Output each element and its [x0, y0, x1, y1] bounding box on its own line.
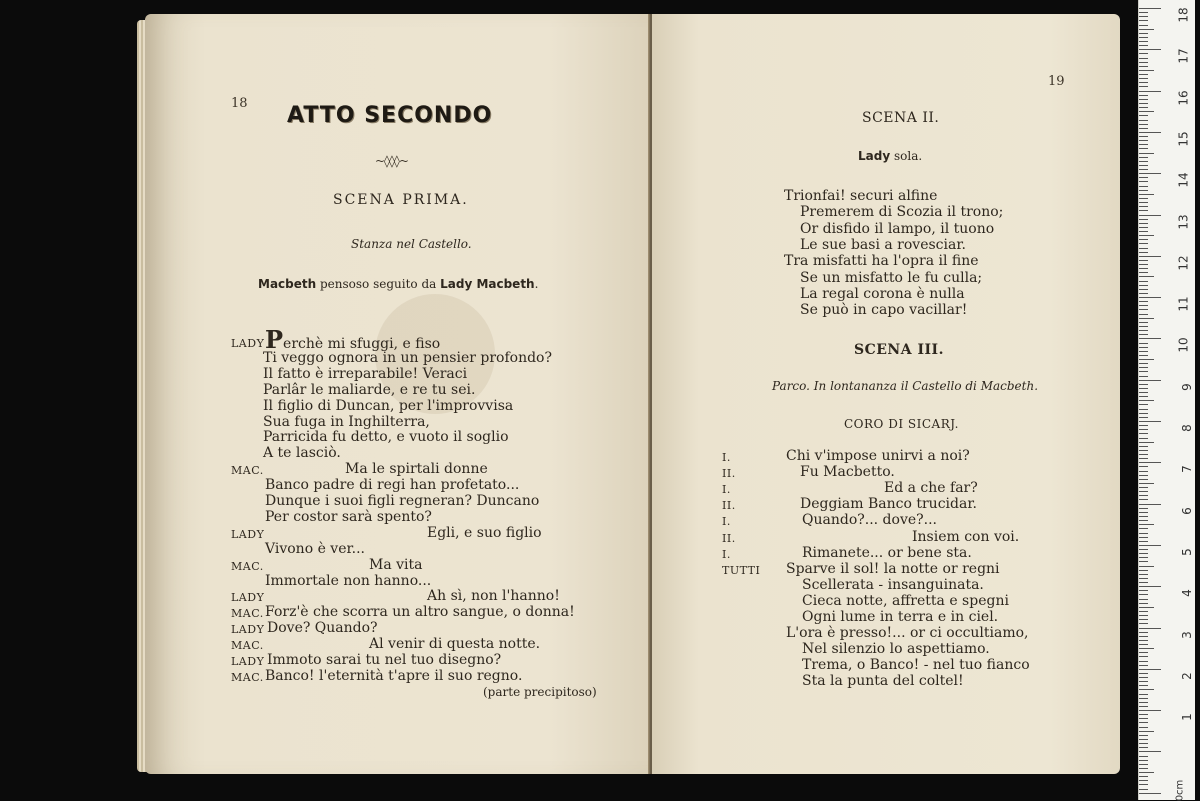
- ruler-tick: [1139, 343, 1148, 344]
- left-page: [145, 14, 650, 774]
- ruler-tick: [1139, 628, 1161, 629]
- ruler-tick: [1139, 153, 1154, 154]
- ruler-tick: [1139, 594, 1148, 595]
- ruler-tick: [1139, 392, 1148, 393]
- ruler-tick: [1139, 351, 1148, 352]
- ruler-tick: [1139, 144, 1148, 145]
- ruler-tick: [1139, 115, 1148, 116]
- stage-direction: Macbeth pensoso seguito da Lady Macbeth.: [258, 277, 539, 291]
- scene-2-direction: Lady sola.: [858, 149, 923, 163]
- ruler-tick: [1139, 243, 1148, 244]
- dialogue-line: Scellerata - insanguinata.: [802, 576, 984, 593]
- speaker-label: LADY: [231, 337, 265, 350]
- ruler-tick: [1139, 194, 1154, 195]
- drop-cap: P: [265, 325, 284, 354]
- ruler-tick: [1139, 359, 1154, 360]
- ruler-tick: [1139, 161, 1148, 162]
- dialogue-line: L'ora è presso!... or ci occultiamo,: [786, 625, 1029, 642]
- ruler-tick: [1139, 173, 1161, 174]
- ruler-tick: [1139, 466, 1148, 467]
- ruler-tick: [1139, 698, 1148, 699]
- ruler-tick: [1139, 355, 1148, 356]
- ruler-tick: [1139, 499, 1148, 500]
- scene-3-setting: Parco. In lontananza il Castello di Macbeth.: [772, 379, 1039, 393]
- ruler-tick: [1139, 260, 1148, 261]
- ruler-tick: [1139, 86, 1148, 87]
- ruler-tick: [1139, 219, 1148, 220]
- ruler-tick: [1139, 512, 1148, 513]
- ruler-number: 4: [1180, 589, 1195, 598]
- ruler-tick: [1139, 16, 1148, 17]
- ruler-tick: [1139, 561, 1148, 562]
- ruler-tick: [1139, 338, 1161, 339]
- ruler-tick: [1139, 429, 1148, 430]
- ruler-tick: [1139, 735, 1148, 736]
- act-title: ATTO SECONDO: [287, 103, 493, 128]
- dialogue-line: Immortale non hanno...: [265, 572, 432, 589]
- ruler-tick: [1139, 314, 1148, 315]
- ruler-tick: [1139, 91, 1161, 92]
- ruler-tick: [1139, 309, 1148, 310]
- ruler-tick: [1139, 743, 1148, 744]
- verse-line: La regal corona è nulla: [800, 285, 965, 302]
- dialogue-line: Ah sì, non l'hanno!: [427, 588, 560, 605]
- character-name: Lady Macbeth: [440, 277, 535, 291]
- speaker-label: LADY: [231, 527, 265, 541]
- ruler-tick: [1139, 648, 1154, 649]
- ruler-number: 2: [1180, 671, 1195, 680]
- ruler-tick: [1139, 673, 1148, 674]
- ruler-number: 6: [1180, 506, 1195, 515]
- ruler-tick: [1139, 305, 1148, 306]
- ruler-number: 18: [1176, 7, 1191, 23]
- ruler-number: 5: [1180, 548, 1195, 556]
- ruler-tick: [1139, 285, 1148, 286]
- ruler-tick: [1139, 425, 1148, 426]
- ruler-tick: [1139, 599, 1148, 600]
- dialogue-line: Dunque i suoi figli regneran? Duncano: [265, 493, 540, 509]
- ruler-tick: [1139, 471, 1148, 472]
- ruler-tick: [1139, 557, 1148, 558]
- speaker-label: MAC.: [231, 670, 264, 684]
- speaker-label: LADY: [231, 655, 265, 668]
- ruler-tick: [1139, 764, 1148, 765]
- ruler-tick: [1139, 206, 1148, 207]
- ruler-tick: [1139, 661, 1148, 662]
- ruler-tick: [1139, 66, 1148, 67]
- ruler-tick: [1139, 190, 1148, 191]
- ruler-tick: [1139, 62, 1148, 63]
- ruler-tick: [1139, 603, 1148, 604]
- dialogue-line: Banco! l'eternità t'apre il suo regno.: [265, 667, 523, 684]
- ruler-tick: [1139, 49, 1161, 50]
- ruler-tick: [1139, 124, 1148, 125]
- ruler-tick: [1139, 177, 1148, 178]
- dialogue-line: Parricida fu detto, e vuoto il soglio: [263, 429, 509, 446]
- ruler-tick: [1139, 545, 1161, 546]
- ruler-tick: [1139, 665, 1148, 666]
- ruler-tick: [1139, 293, 1148, 294]
- speaker-label: II.: [722, 499, 736, 513]
- dialogue-line: Nel silenzio lo aspettiamo.: [802, 641, 990, 658]
- speaker-label: I.: [722, 483, 731, 497]
- ruler-tick: [1139, 326, 1148, 327]
- chorus-heading: CORO DI SICARJ.: [844, 417, 959, 431]
- ruler-tick: [1139, 82, 1148, 83]
- ruler-tick: [1139, 363, 1148, 364]
- ruler-tick: [1139, 272, 1148, 273]
- ruler-tick: [1139, 235, 1154, 236]
- verse-line: Se un misfatto le fu culla;: [800, 269, 983, 286]
- ruler-tick: [1139, 136, 1148, 137]
- ruler-tick: [1139, 793, 1161, 794]
- dialogue-line: Fu Macbetto.: [800, 464, 895, 481]
- ruler-tick: [1139, 524, 1154, 525]
- ruler-tick: [1139, 107, 1148, 108]
- ruler-tick: [1139, 714, 1148, 715]
- ruler-tick: [1139, 384, 1148, 385]
- ruler-tick: [1139, 462, 1161, 463]
- speaker-label: TUTTI: [722, 563, 761, 577]
- ruler-tick: [1139, 789, 1148, 790]
- dialogue-line: Sta la punta del coltel!: [802, 673, 964, 690]
- ruler-tick: [1139, 140, 1148, 141]
- dialogue-line: A te lasciò.: [263, 445, 341, 462]
- ruler-tick: [1139, 371, 1148, 372]
- ruler-number: 13: [1176, 213, 1191, 230]
- dialogue-line: Per costor sarà spento?: [265, 508, 432, 525]
- ruler-tick: [1139, 706, 1148, 707]
- ruler-tick: [1139, 268, 1148, 269]
- ruler-tick: [1139, 772, 1154, 773]
- dialogue-line: Ed a che far?: [884, 480, 978, 497]
- ruler-tick: [1139, 681, 1148, 682]
- ruler-tick: [1139, 29, 1154, 30]
- ruler-tick: [1139, 78, 1148, 79]
- ruler-tick: [1139, 615, 1148, 616]
- ruler-number: 16: [1176, 89, 1191, 106]
- ruler-tick: [1139, 347, 1148, 348]
- ruler-tick: [1139, 433, 1148, 434]
- ruler-tick: [1139, 103, 1148, 104]
- dialogue-line: Vivono è ver...: [265, 540, 366, 557]
- dialogue-line: Forz'è che scorra un altro sangue, o donna!: [265, 604, 575, 621]
- ruler-tick: [1139, 689, 1154, 690]
- ruler-tick: [1139, 404, 1148, 405]
- ruler-tick: [1139, 570, 1148, 571]
- speaker-label: I.: [722, 451, 731, 464]
- ruler-tick: [1139, 409, 1148, 410]
- ruler-tick: [1139, 301, 1148, 302]
- ruler-tick: [1139, 334, 1148, 335]
- measurement-ruler: [1138, 0, 1195, 800]
- ruler-tick: [1139, 574, 1148, 575]
- ruler-tick: [1139, 41, 1148, 42]
- ruler-tick: [1139, 264, 1148, 265]
- ruler-tick: [1139, 611, 1148, 612]
- ruler-tick: [1139, 516, 1148, 517]
- ruler-tick: [1139, 223, 1148, 224]
- ruler-number: 8: [1180, 424, 1195, 432]
- ruler-tick: [1139, 148, 1148, 149]
- right-page-number: 19: [1048, 74, 1065, 89]
- ruler-number: 3: [1180, 630, 1195, 639]
- verse-line: Premerem di Scozia il trono;: [800, 204, 1004, 221]
- dialogue-line: Egli, e suo figlio: [427, 524, 542, 541]
- ruler-tick: [1139, 252, 1148, 253]
- ruler-tick: [1139, 165, 1148, 166]
- verse-line: Se può in capo vacillar!: [800, 302, 968, 319]
- dialogue-line: Insiem con voi.: [912, 528, 1020, 545]
- dialogue-line: Ma vita: [369, 556, 423, 573]
- ruler-tick: [1139, 53, 1148, 54]
- ruler-tick: [1139, 417, 1148, 418]
- ruler-tick: [1139, 694, 1148, 695]
- speaker-label: LADY: [231, 591, 265, 605]
- dialogue-line: Immoto sarai tu nel tuo disegno?: [267, 652, 502, 668]
- ruler-number: 1: [1180, 713, 1195, 721]
- dialogue-line: Quando?... dove?...: [802, 512, 937, 529]
- ruler-tick: [1139, 231, 1148, 232]
- ruler-tick: [1139, 318, 1154, 319]
- ruler-tick: [1139, 128, 1148, 129]
- ruler-tick: [1139, 413, 1148, 414]
- ruler-tick: [1139, 400, 1154, 401]
- dialogue-line: Rimanete... or bene sta.: [802, 544, 972, 561]
- ruler-tick: [1139, 644, 1148, 645]
- ruler-tick: [1139, 784, 1148, 785]
- ruler-tick: [1139, 768, 1148, 769]
- speaker-label: MAC.: [231, 559, 264, 573]
- ruler-tick: [1139, 198, 1148, 199]
- ruler-tick: [1139, 718, 1148, 719]
- speaker-label: II.: [722, 531, 736, 545]
- ruler-tick: [1139, 458, 1148, 459]
- ruler-tick: [1139, 25, 1148, 26]
- ruler-tick: [1139, 520, 1148, 521]
- ruler-tick: [1139, 677, 1148, 678]
- ruler-tick: [1139, 442, 1154, 443]
- ruler-tick: [1139, 776, 1148, 777]
- ruler-tick: [1139, 640, 1148, 641]
- ruler-unit: 0cm: [1174, 779, 1186, 801]
- ruler-tick: [1139, 582, 1148, 583]
- ruler-tick: [1139, 99, 1148, 100]
- dialogue-line: Parlâr le maliarde, e re tu sei.: [263, 381, 476, 398]
- ruler-tick: [1139, 541, 1148, 542]
- ruler-tick: [1139, 12, 1148, 13]
- ruler-tick: [1139, 636, 1148, 637]
- ruler-tick: [1139, 70, 1154, 71]
- dialogue-line: Il figlio di Duncan, per l'improvvisa: [263, 397, 514, 414]
- dialogue-line: Dove? Quando?: [267, 620, 378, 637]
- ruler-tick: [1139, 722, 1148, 723]
- ruler-tick: [1139, 454, 1148, 455]
- verse-line: Le sue basi a rovesciar.: [800, 236, 966, 253]
- ruler-tick: [1139, 623, 1148, 624]
- ruler-tick: [1139, 227, 1148, 228]
- scene-2-title: SCENA II.: [862, 110, 940, 126]
- ruler-tick: [1139, 376, 1148, 377]
- ruler-tick: [1139, 747, 1148, 748]
- ruler-tick: [1139, 549, 1148, 550]
- ruler-tick: [1139, 239, 1148, 240]
- ruler-tick: [1139, 297, 1161, 298]
- ruler-number: 15: [1176, 131, 1191, 147]
- character-name: Macbeth: [258, 277, 317, 291]
- speaker-label: MAC.: [231, 464, 264, 478]
- ruler-tick: [1139, 132, 1161, 133]
- ruler-tick: [1139, 111, 1154, 112]
- dialogue-line: Trema, o Banco! - nel tuo fianco: [802, 657, 1030, 674]
- ruler-tick: [1139, 330, 1148, 331]
- dialogue-line: Il fatto è irreparabile! Veraci: [263, 365, 468, 382]
- ruler-tick: [1139, 586, 1161, 587]
- ruler-tick: [1139, 45, 1148, 46]
- ruler-tick: [1139, 537, 1148, 538]
- ruler-tick: [1139, 669, 1161, 670]
- ruler-tick: [1139, 322, 1148, 323]
- ruler-tick: [1139, 780, 1148, 781]
- scene-title: SCENA PRIMA.: [333, 192, 469, 208]
- ruler-number: 17: [1176, 48, 1191, 64]
- ruler-tick: [1139, 533, 1148, 534]
- ruler-tick: [1139, 256, 1161, 257]
- speaker-label: MAC.: [231, 607, 264, 621]
- ruler-tick: [1139, 702, 1148, 703]
- ruler-tick: [1139, 289, 1148, 290]
- ruler-tick: [1139, 607, 1154, 608]
- ornament: ~◊◊◊~: [375, 154, 408, 168]
- ruler-tick: [1139, 210, 1148, 211]
- ruler-tick: [1139, 248, 1148, 249]
- ruler-tick: [1139, 215, 1161, 216]
- ruler-number: 14: [1176, 172, 1191, 188]
- exit-direction: (parte precipitoso): [483, 685, 597, 699]
- ruler-tick: [1139, 367, 1148, 368]
- verse-line: Or disfido il lampo, il tuono: [800, 220, 995, 237]
- ruler-tick: [1139, 652, 1148, 653]
- ruler-tick: [1139, 276, 1154, 277]
- ruler-tick: [1139, 396, 1148, 397]
- right-page: [652, 14, 1120, 774]
- ruler-tick: [1139, 33, 1148, 34]
- ruler-tick: [1139, 58, 1148, 59]
- ruler-tick: [1139, 566, 1154, 567]
- ruler-tick: [1139, 20, 1148, 21]
- ruler-tick: [1139, 479, 1148, 480]
- dialogue-line: Chi v'impose unirvi a noi?: [786, 448, 970, 464]
- ruler-tick: [1139, 756, 1148, 757]
- dialogue-line: Deggiam Banco trucidar.: [800, 496, 977, 513]
- dialogue-line: Cieca notte, affretta e spegni: [802, 592, 1009, 609]
- ruler-tick: [1139, 169, 1148, 170]
- ruler-tick: [1139, 157, 1148, 158]
- scene-setting: Stanza nel Castello.: [351, 237, 472, 251]
- ruler-tick: [1139, 578, 1148, 579]
- speaker-label: LADY: [231, 623, 265, 637]
- dialogue-line: Banco padre di regi han profetato...: [265, 477, 520, 494]
- ruler-tick: [1139, 685, 1148, 686]
- ruler-tick: [1139, 495, 1148, 496]
- verse-line: Trionfai! securi alfine: [784, 188, 938, 204]
- ruler-tick: [1139, 483, 1154, 484]
- speaker-label: I.: [722, 547, 731, 561]
- ruler-tick: [1139, 553, 1148, 554]
- ruler-tick: [1139, 590, 1148, 591]
- dialogue-line: Sua fuga in Inghilterra,: [263, 413, 430, 430]
- ruler-tick: [1139, 727, 1148, 728]
- ruler-tick: [1139, 508, 1148, 509]
- ruler-tick: [1139, 504, 1161, 505]
- ruler-tick: [1139, 475, 1148, 476]
- ruler-tick: [1139, 438, 1148, 439]
- ruler-tick: [1139, 528, 1148, 529]
- scene-3-title: SCENA III.: [854, 342, 944, 358]
- ruler-tick: [1139, 95, 1148, 96]
- character-name: Lady: [858, 149, 891, 163]
- ruler-tick: [1139, 186, 1148, 187]
- speaker-label: MAC.: [231, 639, 264, 653]
- verse-line: Tra misfatti ha l'opra il fine: [784, 253, 979, 270]
- ruler-tick: [1139, 739, 1148, 740]
- dialogue-line: Sparve il sol! la notte or regni: [786, 560, 1000, 577]
- ruler-tick: [1139, 202, 1148, 203]
- dialogue-line: Perchè mi sfuggi, e fiso: [265, 325, 441, 354]
- ruler-tick: [1139, 120, 1148, 121]
- ruler-tick: [1139, 388, 1148, 389]
- ruler-tick: [1139, 281, 1148, 282]
- ruler-tick: [1139, 487, 1148, 488]
- ruler-tick: [1139, 450, 1148, 451]
- ruler-tick: [1139, 632, 1148, 633]
- ruler-tick: [1139, 380, 1161, 381]
- ruler-number: 11: [1176, 296, 1191, 312]
- ruler-tick: [1139, 731, 1154, 732]
- left-page-number: 18: [231, 96, 248, 111]
- dialogue-line: Al venir di questa notte.: [369, 636, 541, 653]
- ruler-number: 9: [1180, 382, 1195, 391]
- speaker-label: II.: [722, 467, 736, 481]
- ruler-tick: [1139, 760, 1148, 761]
- ruler-tick: [1139, 74, 1148, 75]
- open-book: [145, 14, 1120, 782]
- ruler-number: 7: [1180, 465, 1195, 474]
- ruler-tick: [1139, 656, 1148, 657]
- ruler-tick: [1139, 8, 1161, 9]
- ruler-tick: [1139, 446, 1148, 447]
- speaker-label: I.: [722, 515, 731, 529]
- ruler-number: 10: [1176, 337, 1191, 354]
- dialogue-line: Ma le spirtali donne: [345, 461, 488, 478]
- ruler-tick: [1139, 37, 1148, 38]
- ruler-tick: [1139, 710, 1161, 711]
- dialogue-line: Ti veggo ognora in un pensier profondo?: [263, 349, 552, 366]
- ruler-tick: [1139, 619, 1148, 620]
- ruler-tick: [1139, 751, 1161, 752]
- ruler-tick: [1139, 181, 1148, 182]
- ruler-tick: [1139, 421, 1161, 422]
- ruler-tick: [1139, 491, 1148, 492]
- ruler-number: 12: [1176, 255, 1191, 271]
- dialogue-line: Ogni lume in terra e in ciel.: [802, 609, 999, 625]
